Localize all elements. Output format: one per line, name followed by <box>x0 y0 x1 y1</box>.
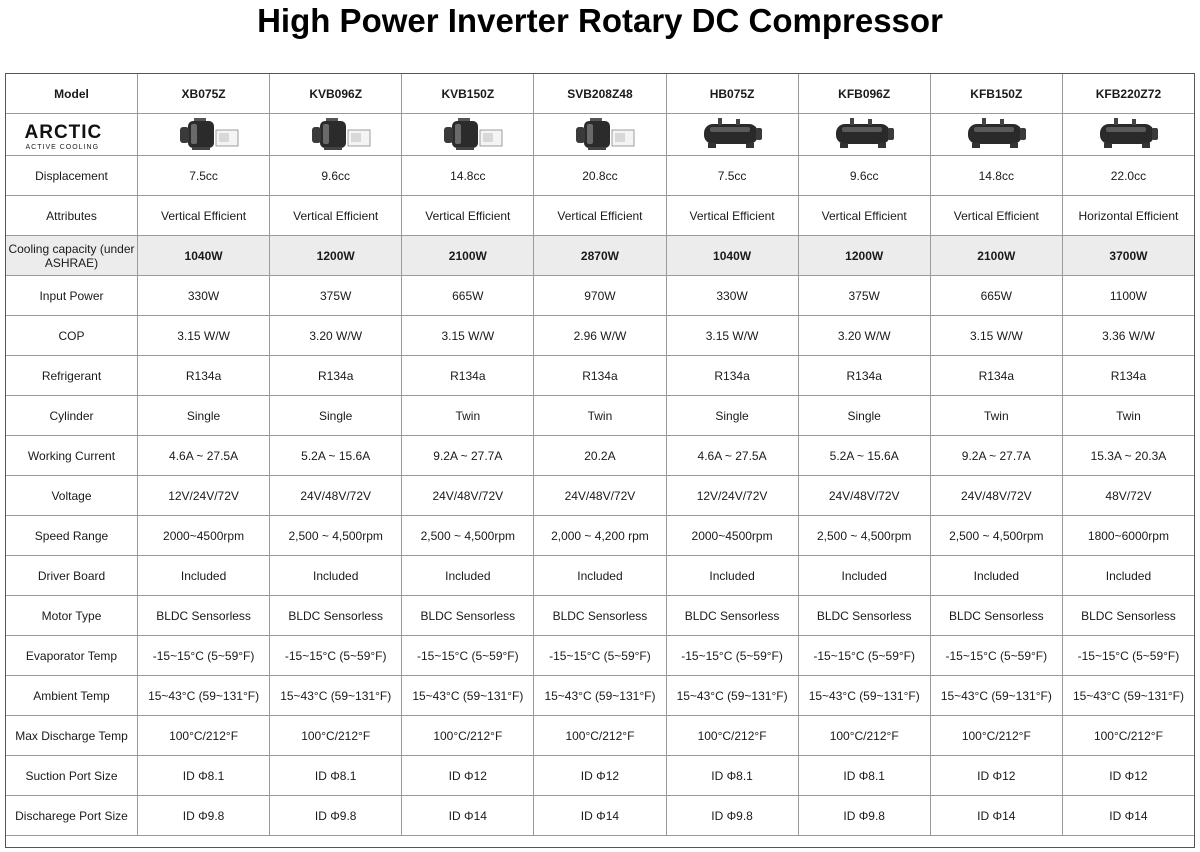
vertical-compressor-icon <box>296 114 376 152</box>
spec-value: ID Φ9.8 <box>270 796 402 836</box>
spec-value: 2.96 W/W <box>534 316 666 356</box>
spec-value: 2100W <box>930 236 1062 276</box>
spec-value: ID Φ12 <box>534 756 666 796</box>
spec-value: Twin <box>402 396 534 436</box>
spec-value: -15~15°C (5~59°F) <box>930 636 1062 676</box>
vertical-compressor-icon <box>560 114 640 152</box>
row-label: Cooling capacity (under ASHRAE) <box>6 236 138 276</box>
spec-row <box>6 676 1195 716</box>
spec-value: 100°C/212°F <box>798 716 930 756</box>
spec-value: 12V/24V/72V <box>138 476 270 516</box>
compressor-image-cell <box>534 114 666 156</box>
spec-value: 15~43°C (59~131°F) <box>930 676 1062 716</box>
spec-value: Included <box>270 556 402 596</box>
spec-value: 15~43°C (59~131°F) <box>138 676 270 716</box>
spec-value: ID Φ12 <box>402 756 534 796</box>
spec-value: Included <box>402 556 534 596</box>
spec-value: Vertical Efficient <box>402 196 534 236</box>
compressor-image-cell <box>270 114 402 156</box>
spec-value: 3.20 W/W <box>798 316 930 356</box>
spec-value: 100°C/212°F <box>138 716 270 756</box>
spec-value: R134a <box>1062 356 1194 396</box>
logo-sub: ACTIVE COOLING <box>25 143 100 151</box>
spec-value: 15~43°C (59~131°F) <box>798 676 930 716</box>
logo-cell <box>6 114 138 156</box>
row-label: Suction Port Size <box>6 756 138 796</box>
spec-value: ID Φ14 <box>402 796 534 836</box>
spec-value: BLDC Sensorless <box>534 596 666 636</box>
row-label: Input Power <box>6 276 138 316</box>
spec-value: 20.8cc <box>534 156 666 196</box>
spec-value: Twin <box>930 396 1062 436</box>
spec-value: ID Φ14 <box>1062 796 1194 836</box>
spec-value: -15~15°C (5~59°F) <box>1062 636 1194 676</box>
logo-word: ARCTIC <box>24 121 103 143</box>
spec-value: 970W <box>534 276 666 316</box>
vertical-compressor-icon <box>428 114 508 152</box>
spec-value: 1800~6000rpm <box>1062 516 1194 556</box>
spec-value: Twin <box>1062 396 1194 436</box>
spec-value: Vertical Efficient <box>798 196 930 236</box>
spec-value: ID Φ14 <box>930 796 1062 836</box>
spec-value: 2100W <box>402 236 534 276</box>
spec-table-body <box>6 74 1195 836</box>
spec-value: 7.5cc <box>666 156 798 196</box>
spec-value: Included <box>930 556 1062 596</box>
spec-row <box>6 436 1195 476</box>
horizontal-compressor-icon <box>824 114 904 152</box>
spec-value: 24V/48V/72V <box>798 476 930 516</box>
spec-row <box>6 236 1195 276</box>
spec-value: 2000~4500rpm <box>138 516 270 556</box>
spec-value: BLDC Sensorless <box>798 596 930 636</box>
spec-value: BLDC Sensorless <box>1062 596 1194 636</box>
spec-value: 24V/48V/72V <box>534 476 666 516</box>
compressor-image-cell <box>402 114 534 156</box>
spec-value: ID Φ14 <box>534 796 666 836</box>
spec-value: 2870W <box>534 236 666 276</box>
spec-value: 12V/24V/72V <box>666 476 798 516</box>
spec-value: 3.15 W/W <box>138 316 270 356</box>
spec-row <box>6 516 1195 556</box>
spec-value: 20.2A <box>534 436 666 476</box>
spec-value: 5.2A ~ 15.6A <box>270 436 402 476</box>
spec-value: 9.6cc <box>798 156 930 196</box>
spec-value: 3.15 W/W <box>930 316 1062 356</box>
spec-value: R134a <box>270 356 402 396</box>
spec-value: 24V/48V/72V <box>270 476 402 516</box>
spec-value: 24V/48V/72V <box>930 476 1062 516</box>
spec-value: 1040W <box>138 236 270 276</box>
spec-value: R134a <box>138 356 270 396</box>
spec-value: Vertical Efficient <box>930 196 1062 236</box>
row-label: Driver Board <box>6 556 138 596</box>
horizontal-compressor-icon <box>1088 114 1168 152</box>
row-label: Motor Type <box>6 596 138 636</box>
spec-row <box>6 196 1195 236</box>
spec-value: ID Φ8.1 <box>270 756 402 796</box>
spec-value: -15~15°C (5~59°F) <box>270 636 402 676</box>
row-label: COP <box>6 316 138 356</box>
spec-value: Twin <box>534 396 666 436</box>
spec-value: Vertical Efficient <box>270 196 402 236</box>
spec-row <box>6 476 1195 516</box>
spec-value: Included <box>534 556 666 596</box>
spec-value: 375W <box>798 276 930 316</box>
spec-value: 3.15 W/W <box>402 316 534 356</box>
spec-value: Vertical Efficient <box>138 196 270 236</box>
spec-value: R134a <box>798 356 930 396</box>
row-label: Ambient Temp <box>6 676 138 716</box>
spec-row <box>6 316 1195 356</box>
spec-value: Included <box>138 556 270 596</box>
model-name: HB075Z <box>666 74 798 114</box>
model-name: KFB150Z <box>930 74 1062 114</box>
model-name: KVB096Z <box>270 74 402 114</box>
compressor-image-cell <box>930 114 1062 156</box>
spec-value: 24V/48V/72V <box>402 476 534 516</box>
model-name: KFB220Z72 <box>1062 74 1194 114</box>
spec-value: Vertical Efficient <box>666 196 798 236</box>
spec-value: BLDC Sensorless <box>666 596 798 636</box>
spec-value: 2,500 ~ 4,500rpm <box>270 516 402 556</box>
spec-value: 4.6A ~ 27.5A <box>138 436 270 476</box>
spec-value: 4.6A ~ 27.5A <box>666 436 798 476</box>
spec-value: -15~15°C (5~59°F) <box>138 636 270 676</box>
spec-row <box>6 156 1195 196</box>
row-label: Speed Range <box>6 516 138 556</box>
spec-row <box>6 596 1195 636</box>
spec-value: 9.2A ~ 27.7A <box>402 436 534 476</box>
compressor-image-cell <box>666 114 798 156</box>
spec-value: R134a <box>402 356 534 396</box>
spec-value: BLDC Sensorless <box>930 596 1062 636</box>
spec-value: ID Φ8.1 <box>666 756 798 796</box>
row-label: Working Current <box>6 436 138 476</box>
row-label: Max Discharge Temp <box>6 716 138 756</box>
compressor-image-cell <box>1062 114 1194 156</box>
spec-value: 15~43°C (59~131°F) <box>534 676 666 716</box>
spec-value: Horizontal Efficient <box>1062 196 1194 236</box>
spec-value: ID Φ12 <box>1062 756 1194 796</box>
spec-value: 100°C/212°F <box>270 716 402 756</box>
spec-value: 100°C/212°F <box>402 716 534 756</box>
page-title: High Power Inverter Rotary DC Compressor <box>257 2 943 39</box>
spec-value: 665W <box>402 276 534 316</box>
spec-value: 2,500 ~ 4,500rpm <box>798 516 930 556</box>
model-name: KFB096Z <box>798 74 930 114</box>
spec-value: 1200W <box>798 236 930 276</box>
spec-value: Included <box>798 556 930 596</box>
spec-value: BLDC Sensorless <box>402 596 534 636</box>
spec-value: BLDC Sensorless <box>270 596 402 636</box>
spec-value: ID Φ12 <box>930 756 1062 796</box>
spec-value: 22.0cc <box>1062 156 1194 196</box>
spec-value: Included <box>666 556 798 596</box>
spec-value: R134a <box>930 356 1062 396</box>
spec-row <box>6 796 1195 836</box>
spec-value: 14.8cc <box>930 156 1062 196</box>
spec-value: -15~15°C (5~59°F) <box>402 636 534 676</box>
spec-value: 2,500 ~ 4,500rpm <box>930 516 1062 556</box>
compressor-image-cell <box>138 114 270 156</box>
spec-value: 665W <box>930 276 1062 316</box>
spec-value: ID Φ8.1 <box>138 756 270 796</box>
spec-row <box>6 396 1195 436</box>
spec-value: 15~43°C (59~131°F) <box>1062 676 1194 716</box>
spec-value: Single <box>666 396 798 436</box>
spec-value: -15~15°C (5~59°F) <box>534 636 666 676</box>
spec-value: 100°C/212°F <box>930 716 1062 756</box>
spec-value: -15~15°C (5~59°F) <box>798 636 930 676</box>
horizontal-compressor-icon <box>692 114 772 152</box>
spec-value: 100°C/212°F <box>1062 716 1194 756</box>
row-label: Voltage <box>6 476 138 516</box>
model-name: SVB208Z48 <box>534 74 666 114</box>
image-row <box>6 114 1195 156</box>
spec-value: 1100W <box>1062 276 1194 316</box>
spec-row <box>6 636 1195 676</box>
spec-value: 2,500 ~ 4,500rpm <box>402 516 534 556</box>
spec-value: 1200W <box>270 236 402 276</box>
spec-value: ID Φ9.8 <box>666 796 798 836</box>
spec-value: R134a <box>666 356 798 396</box>
spec-value: 375W <box>270 276 402 316</box>
spec-value: Single <box>270 396 402 436</box>
spec-value: Included <box>1062 556 1194 596</box>
row-label: Cylinder <box>6 396 138 436</box>
spec-row <box>6 756 1195 796</box>
spec-table <box>5 73 1195 836</box>
spec-value: R134a <box>534 356 666 396</box>
spec-value: 2,000 ~ 4,200 rpm <box>534 516 666 556</box>
horizontal-compressor-icon <box>956 114 1036 152</box>
spec-value: Single <box>798 396 930 436</box>
spec-value: 9.2A ~ 27.7A <box>930 436 1062 476</box>
spec-value: BLDC Sensorless <box>138 596 270 636</box>
spec-value: 5.2A ~ 15.6A <box>798 436 930 476</box>
spec-value: 14.8cc <box>402 156 534 196</box>
spec-row <box>6 356 1195 396</box>
spec-value: 3.15 W/W <box>666 316 798 356</box>
row-label: Evaporator Temp <box>6 636 138 676</box>
spec-value: 15.3A ~ 20.3A <box>1062 436 1194 476</box>
row-label: Displacement <box>6 156 138 196</box>
header-row <box>6 74 1195 114</box>
spec-value: 3.36 W/W <box>1062 316 1194 356</box>
spec-value: 15~43°C (59~131°F) <box>402 676 534 716</box>
spec-row <box>6 716 1195 756</box>
spec-row <box>6 556 1195 596</box>
spec-value: Single <box>138 396 270 436</box>
spec-value: 3700W <box>1062 236 1194 276</box>
row-label: Attributes <box>6 196 138 236</box>
spec-value: 9.6cc <box>270 156 402 196</box>
spec-value: 100°C/212°F <box>534 716 666 756</box>
header-label: Model <box>6 74 138 114</box>
spec-value: Vertical Efficient <box>534 196 666 236</box>
spec-value: 7.5cc <box>138 156 270 196</box>
spec-value: 15~43°C (59~131°F) <box>270 676 402 716</box>
model-name: XB075Z <box>138 74 270 114</box>
spec-value: ID Φ9.8 <box>798 796 930 836</box>
spec-value: -15~15°C (5~59°F) <box>666 636 798 676</box>
row-label: Discharege Port Size <box>6 796 138 836</box>
spec-row <box>6 276 1195 316</box>
spec-value: ID Φ9.8 <box>138 796 270 836</box>
spec-value: 330W <box>666 276 798 316</box>
spec-value: 1040W <box>666 236 798 276</box>
spec-value: 15~43°C (59~131°F) <box>666 676 798 716</box>
spec-value: 330W <box>138 276 270 316</box>
row-label: Refrigerant <box>6 356 138 396</box>
spec-value: 2000~4500rpm <box>666 516 798 556</box>
spec-value: 3.20 W/W <box>270 316 402 356</box>
spec-value: ID Φ8.1 <box>798 756 930 796</box>
arctic-logo <box>17 117 127 153</box>
model-name: KVB150Z <box>402 74 534 114</box>
vertical-compressor-icon <box>164 114 244 152</box>
spec-value: 100°C/212°F <box>666 716 798 756</box>
spec-value: 48V/72V <box>1062 476 1194 516</box>
compressor-image-cell <box>798 114 930 156</box>
